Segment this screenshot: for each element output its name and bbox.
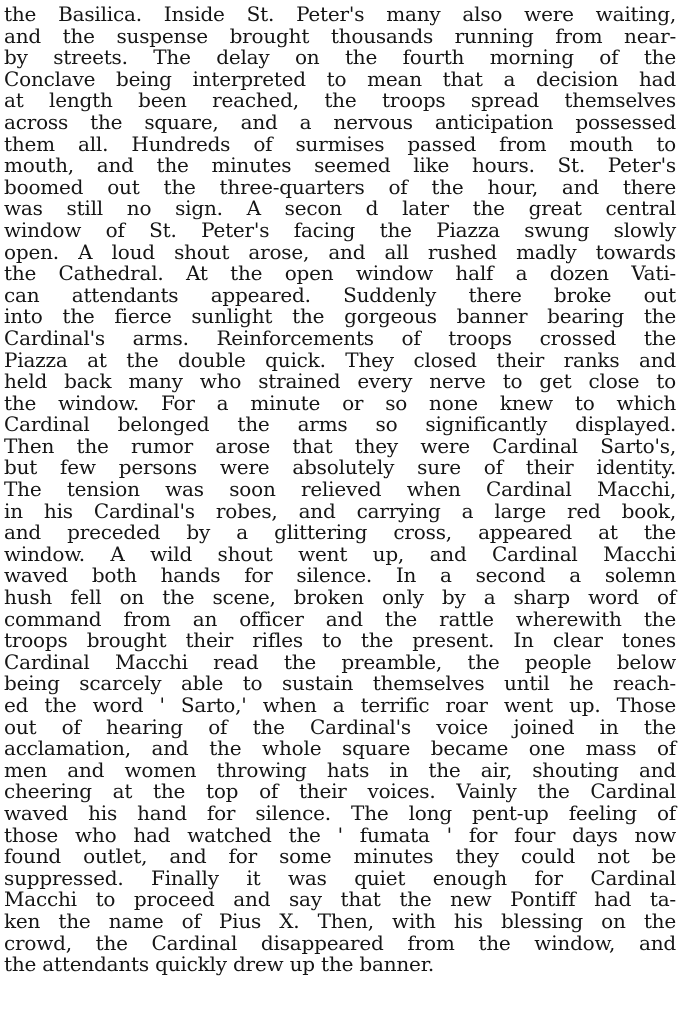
text-line: acclamation, and the whole square became one mass of: [4, 736, 676, 761]
text-line: found outlet, and for some minutes they could not be: [4, 844, 676, 869]
text-line: open. A loud shout arose, and all rushed madly towards: [4, 239, 676, 264]
text-line: out of hearing of the Cardinal's voice joined in the: [4, 714, 676, 739]
text-line: hush fell on the scene, broken only by a sharp word of: [4, 585, 676, 610]
text-line: The tension was soon relieved when Cardinal Macchi,: [4, 477, 676, 502]
text-line: into the fierce sunlight the gorgeous banner bearing the: [4, 304, 676, 329]
text-line: Conclave being interpreted to mean that a decision had: [4, 66, 676, 91]
text-line: boomed out the three-quarters of the hour, and there: [4, 174, 676, 199]
text-line: waved both hands for silence. In a second a solemn: [4, 563, 676, 588]
text-line: held back many who strained every nerve to get close to: [4, 369, 676, 394]
text-line: ken the name of Pius X. Then, with his blessing on the: [4, 908, 676, 933]
text-line: Macchi to proceed and say that the new Pontiff had ta-: [4, 887, 676, 912]
text-line: them all. Hundreds of surmises passed from mouth to: [4, 131, 676, 156]
text-line: window of St. Peter's facing the Piazza swung slowly: [4, 217, 676, 242]
text-line: across the square, and a nervous anticipation possessed: [4, 109, 676, 134]
text-line: the Cathedral. At the open window half a dozen Vati-: [4, 261, 676, 286]
text-line: can attendants appeared. Suddenly there broke out: [4, 282, 676, 307]
text-line: ed the word ' Sarto,' when a terrific roar went up. Those: [4, 693, 676, 717]
text-line: waved his hand for silence. The long pent-up feeling of: [4, 800, 676, 825]
text-line: cheering at the top of their voices. Vainly the Cardinal: [4, 779, 676, 804]
text-line: Then the rumor arose that they were Cardinal Sarto's,: [4, 433, 676, 458]
text-line: Cardinal's arms. Reinforcements of troops crossed the: [4, 325, 676, 350]
text-line: the Basilica. Inside St. Peter's many also were waiting,: [4, 2, 676, 26]
text-line: the window. For a minute or so none knew to which: [4, 390, 676, 415]
text-line: in his Cardinal's robes, and carrying a large red book,: [4, 498, 676, 523]
text-line: those who had watched the ' fumata ' for four days now: [4, 822, 676, 847]
text-line: crowd, the Cardinal disappeared from the window, and: [4, 930, 676, 955]
text-line: being scarcely able to sustain themselves until he reach-: [4, 671, 676, 696]
text-line: troops brought their rifles to the present. In clear tones: [4, 628, 676, 653]
text-line: Cardinal Macchi read the preamble, the people below: [4, 649, 676, 674]
text-line-last: the attendants quickly drew up the banner.: [4, 952, 435, 977]
text-line: Cardinal belonged the arms so significantly displayed.: [4, 412, 676, 437]
text-line: at length been reached, the troops spread themselves: [4, 88, 676, 113]
text-line: suppressed. Finally it was quiet enough for Cardinal: [4, 865, 676, 890]
text-line: mouth, and the minutes seemed like hours. St. Peter's: [4, 153, 676, 178]
text-line: but few persons were absolutely sure of their identity.: [4, 455, 676, 480]
text-line: was still no sign. A secon d later the great central: [4, 196, 676, 221]
text-line: command from an officer and the rattle wherewith the: [4, 606, 676, 631]
text-line: men and women throwing hats in the air, shouting and: [4, 757, 676, 782]
text-line: Piazza at the double quick. They closed their ranks and: [4, 347, 676, 372]
text-line: window. A wild shout went up, and Cardinal Macchi: [4, 541, 676, 566]
text-line: and preceded by a glittering cross, appeared at the: [4, 520, 676, 545]
article-page: [4, 4, 676, 1012]
text-line: and the suspense brought thousands running from near-: [4, 23, 676, 48]
text-line: by streets. The delay on the fourth morning of the: [4, 45, 676, 70]
